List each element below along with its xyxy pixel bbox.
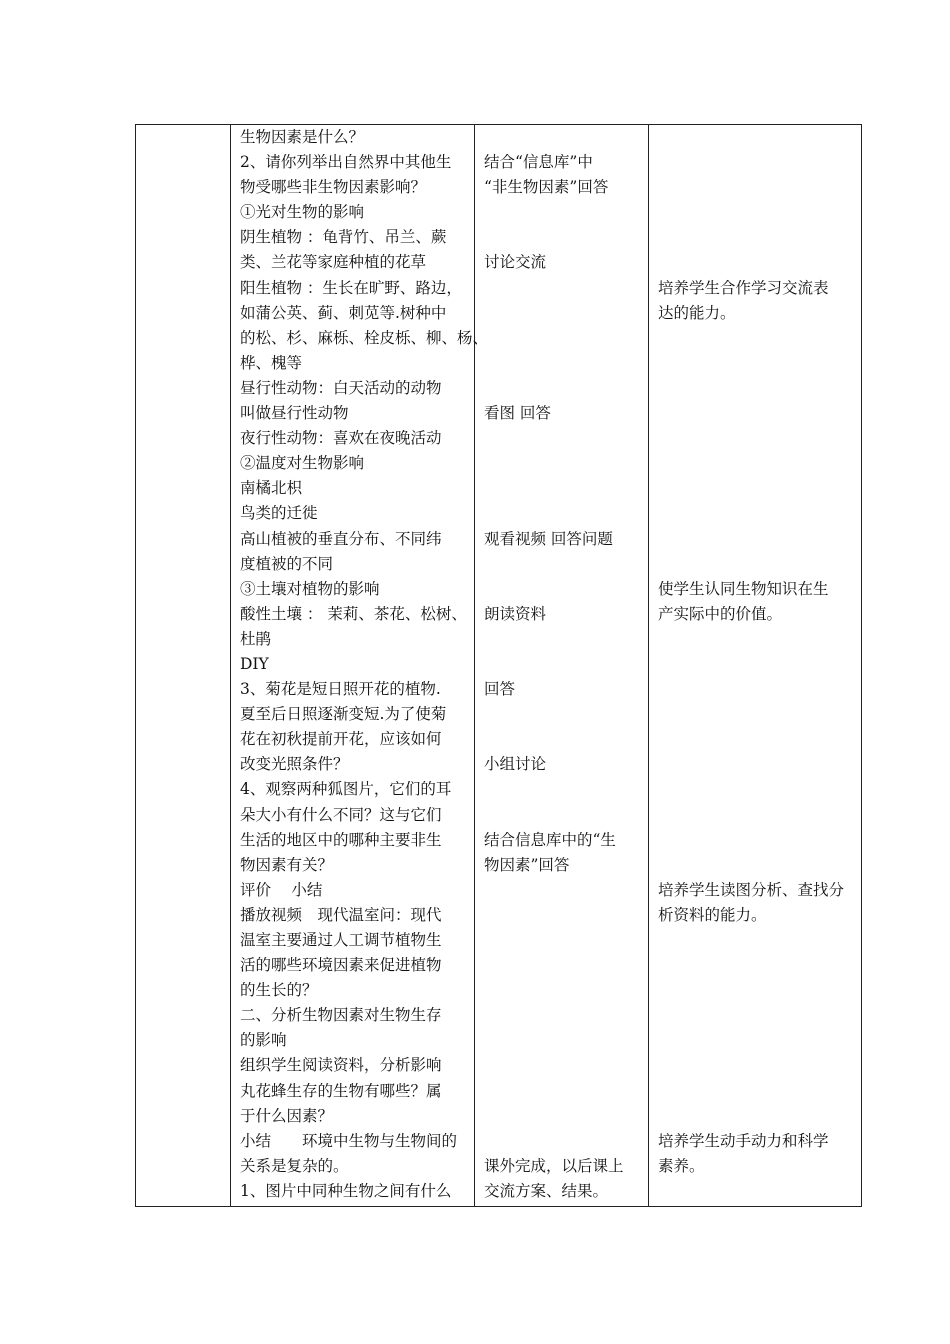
text-line: 花在初秋提前开花，应该如何	[240, 730, 442, 749]
text-line: 物受哪些非生物因素影响？	[240, 178, 427, 197]
text-line: 朗读资料	[484, 604, 547, 623]
text-line: 于什么因素？	[240, 1106, 334, 1125]
text-line: ③土壤对植物的影响	[240, 579, 380, 598]
text-line: 达的能力。	[658, 303, 736, 322]
text-line: 如蒲公英、蓟、刺苋等.树种中	[240, 303, 447, 322]
text-line: 二、分析生物因素对生物生存	[240, 1006, 442, 1025]
teacher-activity-column	[240, 125, 488, 1204]
text-line: 课外完成，以后课上	[484, 1156, 624, 1175]
text-line: 丸花蜂生存的生物有哪些？属	[240, 1081, 442, 1100]
text-line: 的生长的？	[240, 981, 318, 1000]
text-line: 回答	[484, 680, 516, 699]
text-line: 培养学生合作学习交流表	[658, 278, 829, 297]
column-divider	[230, 125, 231, 1206]
text-line: “非生物因素”回答	[484, 178, 609, 197]
column-divider	[648, 125, 649, 1206]
text-line: 培养学生动手动力和科学	[658, 1131, 829, 1150]
text-line: 产实际中的价值。	[658, 604, 783, 623]
text-line: 结合信息库中的“生	[484, 830, 616, 849]
text-line: 小组讨论	[484, 755, 547, 774]
text-line: 物因素有关？	[240, 855, 334, 874]
text-line: 播放视频 现代温室问：现代	[240, 905, 442, 924]
student-activity-column	[484, 125, 624, 1204]
text-line: 酸性土壤 ： 茉莉、茶花、松树、	[240, 604, 467, 623]
text-line: 类、兰花等家庭种植的花草	[240, 253, 427, 272]
text-line: 夜行性动物：喜欢在夜晚活动	[240, 429, 442, 448]
text-line: 的松、杉、麻栎、栓皮栎、柳、杨、	[240, 328, 489, 347]
text-line: 改变光照条件？	[240, 755, 349, 774]
text-line: ②温度对生物影响	[240, 454, 365, 473]
text-line: 评价 小结	[240, 880, 323, 899]
text-line: 温室主要通过人工调节植物生	[240, 931, 442, 949]
text-line: 的影响	[240, 1031, 287, 1050]
text-line: 4、观察两种狐图片，它们的耳	[240, 780, 452, 799]
text-line: 杜鹃	[240, 629, 272, 648]
text-line: 结合“信息库”中	[484, 153, 593, 172]
text-line: 叫做昼行性动物	[240, 404, 349, 423]
text-line: 活的哪些环境因素来促进植物	[240, 956, 442, 975]
text-line: 昼行性动物：白天活动的动物	[240, 378, 442, 397]
text-line: 小结 环境中生物与生物间的	[240, 1131, 458, 1150]
text-line: 素养。	[658, 1156, 705, 1175]
text-line: 组织学生阅读资料，分析影响	[240, 1056, 442, 1075]
text-line: 析资料的能力。	[658, 905, 767, 924]
text-line: 南橘北枳	[240, 479, 303, 498]
text-line: 2、请你列举出自然界中其他生	[240, 153, 452, 172]
text-line: 3、菊花是短日照开花的植物.	[240, 680, 441, 699]
text-line: 生物因素是什么？	[240, 128, 365, 146]
text-line: 生活的地区中的哪种主要非生	[240, 830, 442, 849]
text-line: 度植被的不同	[240, 554, 334, 573]
text-line: 1、图片中同种生物之间有什么	[240, 1181, 452, 1200]
text-line: 使学生认同生物知识在生	[658, 579, 829, 598]
lesson-plan-table	[135, 124, 862, 1207]
text-line: 鸟类的迁徙	[240, 504, 318, 523]
text-line: 夏至后日照逐渐变短.为了使菊	[240, 705, 447, 724]
text-line: 讨论交流	[484, 253, 547, 272]
text-line: 培养学生读图分析、查找分	[658, 880, 845, 899]
text-line: 交流方案、结果。	[484, 1181, 609, 1200]
text-line: 朵大小有什么不同？这与它们	[240, 805, 442, 824]
text-line: DIY	[240, 654, 269, 673]
text-line: 高山植被的垂直分布、不同纬	[240, 529, 442, 548]
text-line: 关系是复杂的。	[240, 1156, 349, 1175]
text-line: 观看视频 回答问题	[484, 529, 613, 548]
text-line: 物因素”回答	[484, 855, 570, 874]
text-line: 阳生植物 ：生长在旷野、路边，	[240, 278, 462, 297]
text-line: ①光对生物的影响	[240, 203, 365, 222]
text-line: 桦、槐等	[240, 353, 303, 372]
text-line: 阴生植物 ：龟背竹、吊兰、蕨	[240, 228, 447, 247]
text-line: 看图 回答	[484, 404, 551, 423]
design-intent-column	[658, 125, 844, 1179]
